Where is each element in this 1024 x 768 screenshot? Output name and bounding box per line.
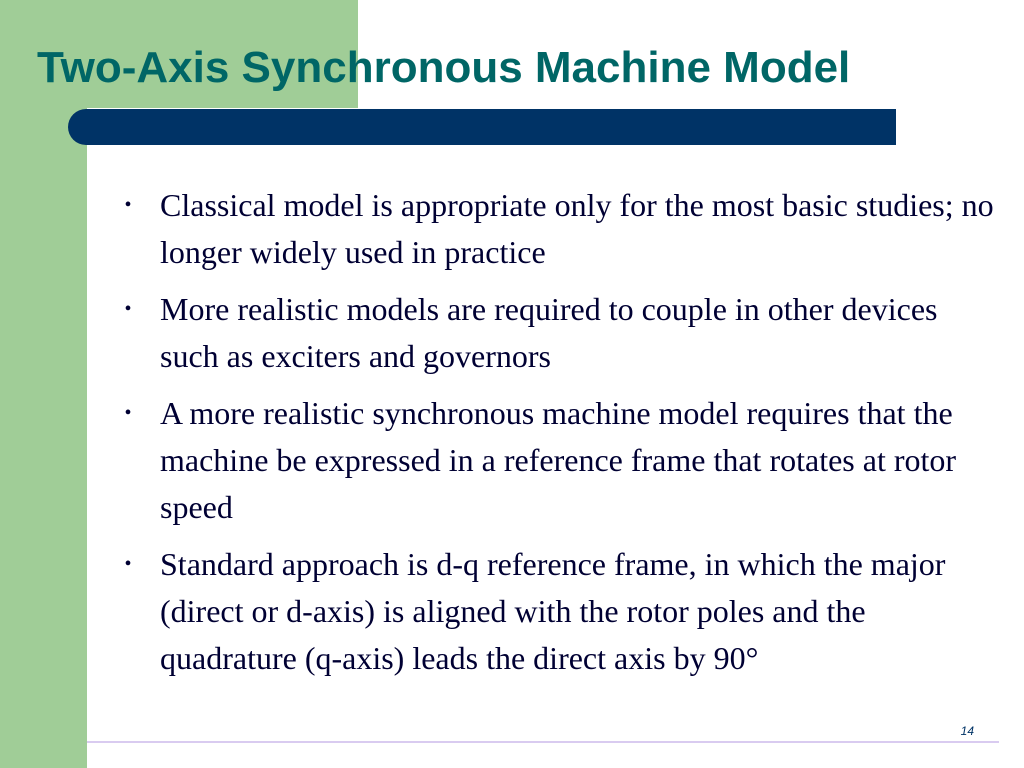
bullet-dot-icon: • (124, 298, 132, 320)
bullet-dot-icon: • (124, 402, 132, 424)
footer-divider (27, 741, 999, 743)
bullet-text: A more realistic synchronous machine model requires that the machine be expressed in a reference frame that rotates at rotor speed (160, 395, 957, 525)
page-number: 14 (960, 724, 974, 738)
bullet-text: More realistic models are required to couple in other devices such as exciters and governors (160, 291, 938, 374)
bullet-item (120, 390, 1000, 531)
bullet-item (120, 541, 1000, 682)
bullet-text: Classical model is appropriate only for the most basic studies; no longer widely used in practice (160, 187, 994, 270)
bullet-item (120, 286, 1000, 380)
bullet-dot-icon: • (124, 553, 132, 575)
bullet-list (120, 182, 1000, 692)
title-underline-bar (68, 109, 896, 145)
bullet-text: Standard approach is d-q reference frame, in which the major (direct or d-axis) is aligned with the rotor poles and the quadrature (q-axis) leads the direct axis by 90° (160, 546, 946, 676)
slide-title: Two-Axis Synchronous Machine Model (37, 43, 851, 92)
bullet-item (120, 182, 1000, 276)
bullet-dot-icon: • (124, 194, 132, 216)
